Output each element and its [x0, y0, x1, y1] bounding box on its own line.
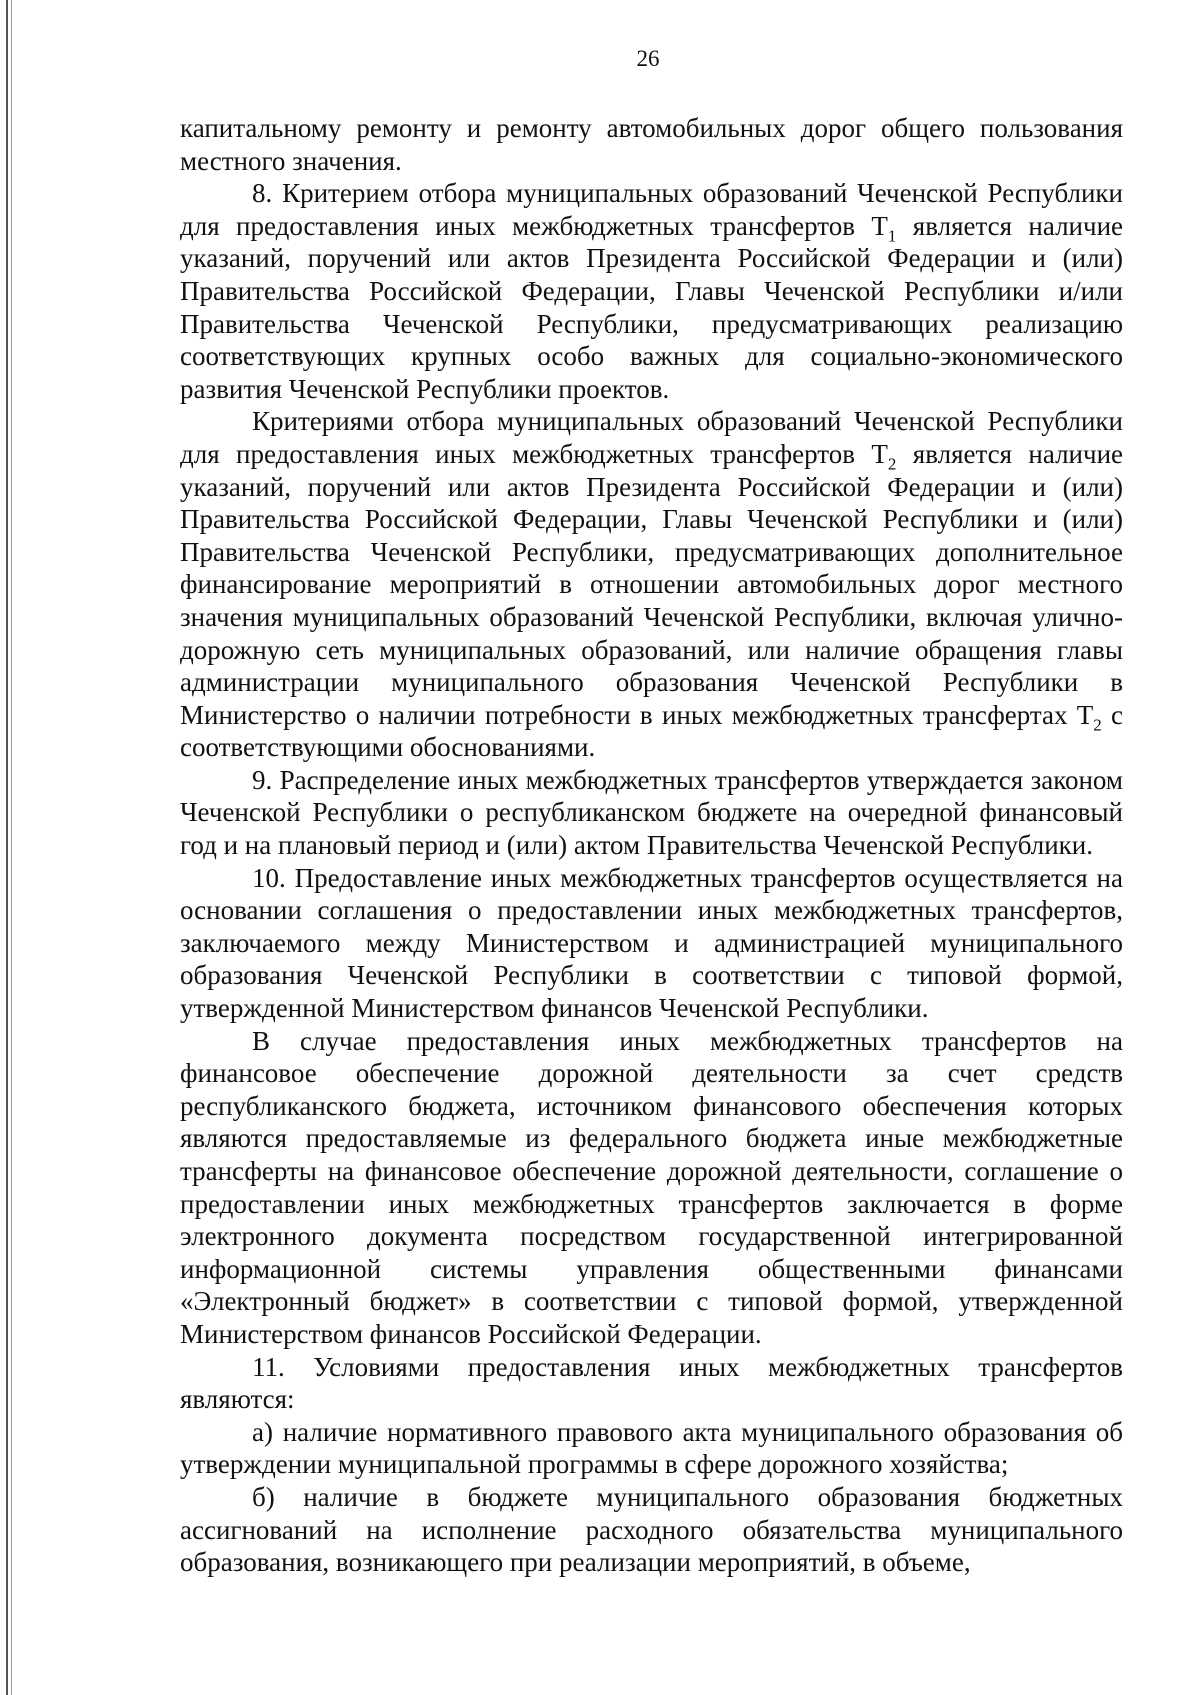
page-number: 26 — [636, 46, 660, 71]
subscript-index: 2 — [887, 454, 897, 474]
subscript-index: 1 — [887, 226, 897, 246]
paragraph-continuation: капитальному ремонту и ремонту автомобильных дорог общего пользования местного значения. — [180, 113, 1123, 176]
paragraph-item-11: 11. Условиями предоставления иных межбюджетных трансфертов являются: — [180, 1351, 1123, 1415]
document-body — [180, 112, 1123, 1579]
paragraph-subitem-a: а) наличие нормативного правового акта муниципального образования об утверждении муниципальной программы в сфере дорожного хозяйства; — [180, 1416, 1123, 1480]
paragraph-subitem-b: б) наличие в бюджете муниципального образования бюджетных ассигнований на исполнение расходного обязательства муниципального образования, возникающего при реализации мероприятий, в объеме, — [180, 1481, 1123, 1578]
scan-border-line-inner — [11, 0, 12, 1695]
paragraph-criteria-t2: Критериями отбора муниципальных образований Чеченской Республики для предоставления иных межбюджетных трансфертов $T_2$ является наличие указаний, поручений или актов Президента Российской Федерации и (или) Правительства Российской Федерации, Главы Чеченской Республики и (или) Правительства Чеченской Республики, предусматривающих дополнительное финансирование мероприятий в отношении автомобильных дорог местного значения муниципальных образований Чеченской Республики, включая улично-дорожную сеть муниципальных образований, или наличие обращения главы администрации муниципального образования Чеченской Республики в Министерство о наличии потребности в иных межбюджетных трансфертах $T_2$ с соответствующими обоснованиями. — [180, 406, 1124, 763]
scan-border-line — [6, 0, 8, 1695]
paragraph-electronic-budget: В случае предоставления иных межбюджетных трансфертов на финансовое обеспечение дорожной деятельности за счет средств республиканского бюджета, источником финансового обеспечения которых являются предоставляемые из федерального бюджета иные межбюджетные трансферты на финансовое обеспечение дорожной деятельности, соглашение о предоставлении иных межбюджетных трансфертов заключается в форме электронного документа посредством государственной интегрированной информационной системы управления общественными финансами «Электронный бюджет» в соответствии с типовой формой, утвержденной Министерством финансов Российской Федерации. — [180, 1025, 1123, 1349]
subscript-index: 2 — [1093, 715, 1102, 735]
paragraph-item-8: 8. Критерием отбора муниципальных образований Чеченской Республики для предоставления иных межбюджетных трансфертов $T_1$ является наличие указаний, поручений или актов Президента Российской Федерации и (или) Правительства Российской Федерации, Главы Чеченской Республики и/или Правительства Чеченской Республики, предусматривающих реализацию соответствующих крупных особо важных для социально-экономического развития Чеченской Республики проектов. — [180, 178, 1124, 404]
paragraph-item-10: 10. Предоставление иных межбюджетных трансфертов осуществляется на основании соглашения о предоставлении иных межбюджетных трансфертов, заключаемого между Министерством и администрацией муниципального образования Чеченской Республики в соответствии с типовой формой, утвержденной Министерством финансов Чеченской Республики. — [180, 862, 1123, 1024]
paragraph-item-9: 9. Распределение иных межбюджетных трансфертов утверждается законом Чеченской Республики о республиканском бюджете на очередной финансовый год и на плановый период и (или) актом Правительства Чеченской Республики. — [180, 764, 1123, 861]
